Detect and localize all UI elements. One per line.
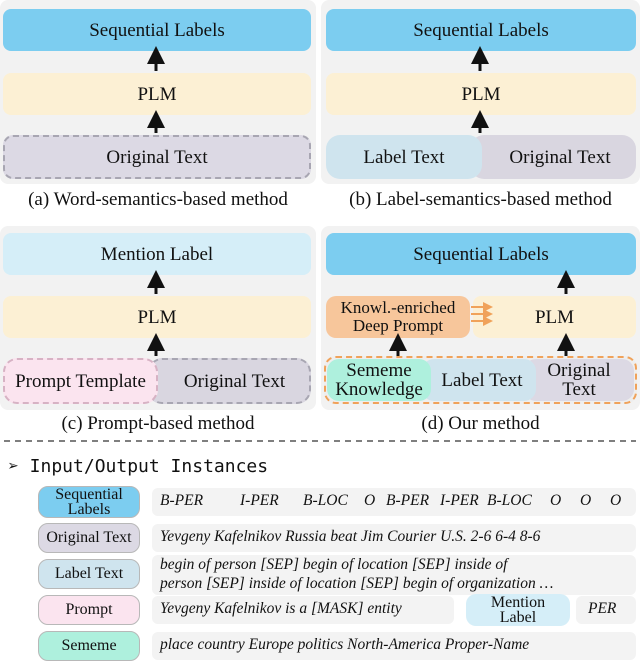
original-line2: Text <box>562 379 596 400</box>
panel-b-plm: PLM <box>326 73 636 115</box>
legend-mention-label <box>466 594 570 626</box>
deep-prompt-line2: Deep Prompt <box>352 316 444 335</box>
panel-a-caption: (a) Word-semantics-based method <box>28 189 288 210</box>
legend-sememe: Sememe <box>38 631 140 661</box>
legend-prompt: Prompt <box>38 595 140 625</box>
panel-c-caption: (c) Prompt-based method <box>61 413 255 434</box>
legend-seq-line2: Labels <box>67 501 111 518</box>
mention-line1: Mention <box>490 593 546 611</box>
seq-token: O <box>364 492 376 509</box>
instances-heading: ➢ Input/Output Instances <box>8 456 269 477</box>
panel-c-prompt-template: Prompt Template <box>3 358 158 404</box>
seq-token: O <box>610 492 622 509</box>
mention-answer: PER <box>588 600 617 617</box>
sememe-instance: place country Europe politics North-America Proper-Name <box>160 636 530 653</box>
original-text-instance: Yevgeny Kafelnikov Russia beat Jim Courier U.S. 2-6 6-4 8-6 <box>160 528 541 545</box>
seq-token: B-PER <box>386 492 430 509</box>
panel-b-sequential-labels: Sequential Labels <box>326 9 636 51</box>
legend-label-text: Label Text <box>38 559 140 589</box>
seq-token: I-PER <box>240 492 279 509</box>
panel-a-plm: PLM <box>3 73 311 115</box>
seq-token: B-PER <box>160 492 204 509</box>
panel-a-sequential-labels: Sequential Labels <box>3 9 311 51</box>
seq-token: O <box>550 492 562 509</box>
panel-c-plm: PLM <box>3 296 311 338</box>
panel-d-caption: (d) Our method <box>421 413 540 434</box>
mention-line2: Label <box>499 609 537 626</box>
seq-token: I-PER <box>440 492 479 509</box>
seq-token: B-LOC <box>303 492 348 509</box>
legend-original-text: Original Text <box>38 523 140 553</box>
label-text-line1: begin of person [SEP] begin of location [SEP] inside of <box>160 556 508 573</box>
panel-c-original-text: Original Text <box>148 358 311 404</box>
seq-token: O <box>580 492 592 509</box>
prompt-instance: Yevgeny Kafelnikov is a [MASK] entity <box>160 600 402 617</box>
sememe-line2: Knowledge <box>335 379 423 400</box>
deep-prompt-line1: Knowl.-enriched <box>340 298 456 318</box>
legend-seq-line1: Sequential <box>55 485 123 503</box>
panel-d-label-text: Label Text <box>422 359 536 401</box>
label-text-line2: person [SEP] inside of location [SEP] begin of organization … <box>160 575 554 592</box>
original-line1: Original <box>547 360 611 381</box>
panel-d-plm: PLM <box>473 296 636 338</box>
panel-d-sequential-labels: Sequential Labels <box>326 233 636 275</box>
panel-b-original-text: Original Text <box>470 135 636 179</box>
panel-a-original-text: Original Text <box>3 135 311 179</box>
seq-token: B-LOC <box>487 492 532 509</box>
panel-b-caption: (b) Label-semantics-based method <box>349 189 612 210</box>
legend-sequential-labels <box>38 486 140 518</box>
sememe-line1: Sememe <box>346 360 412 381</box>
panel-b-label-text: Label Text <box>326 135 482 179</box>
panel-c-mention-label: Mention Label <box>3 233 311 275</box>
